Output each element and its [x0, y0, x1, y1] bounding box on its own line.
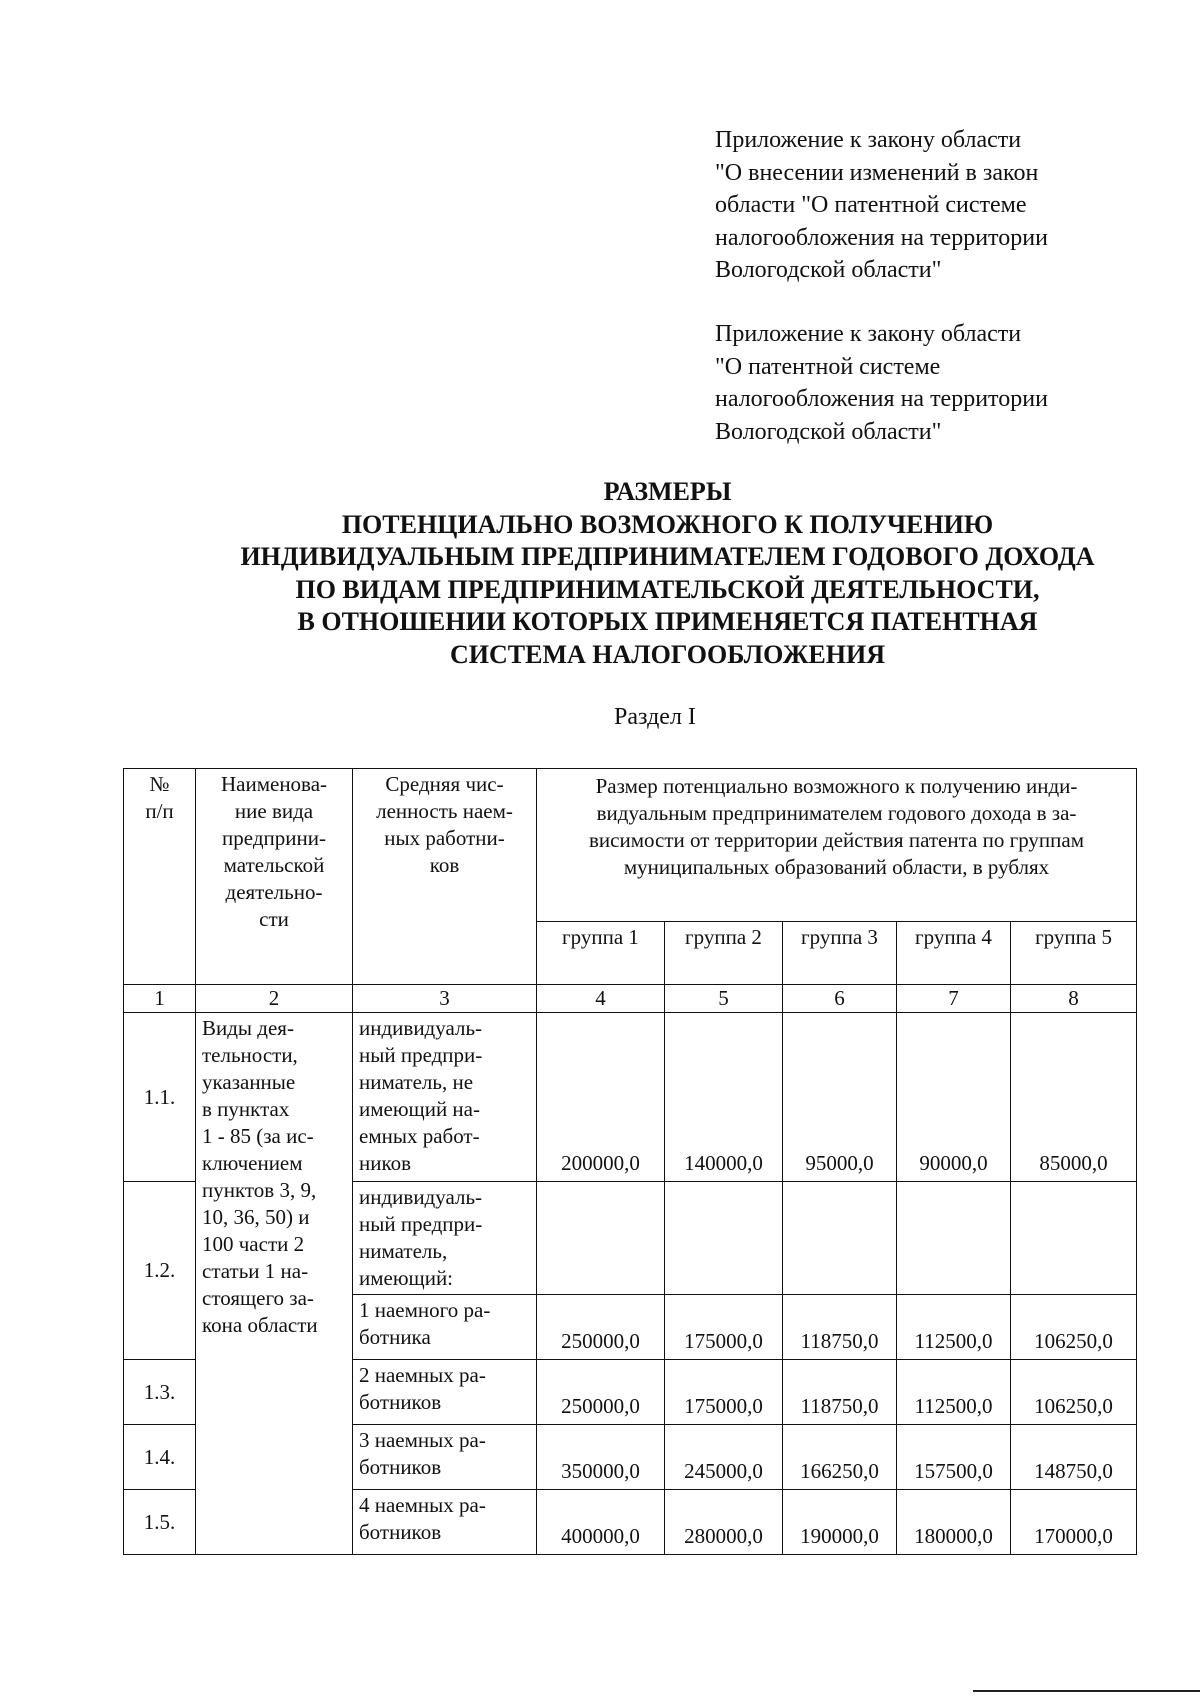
appendix-note-amending-law	[715, 124, 1048, 287]
income-value-group-3: 95000,0	[783, 1013, 897, 1182]
workers-description: индивидуаль- ный предпри- ниматель, имеющий:	[353, 1182, 537, 1295]
column-number: 6	[783, 985, 897, 1013]
appendix-line: Вологодской области"	[715, 418, 942, 445]
appendix-note-patent-law	[715, 318, 1048, 448]
workers-description: 3 наемных ра- ботников	[353, 1425, 537, 1490]
scan-edge-line	[973, 1690, 1200, 1692]
income-value-group-1: 250000,0	[537, 1360, 665, 1425]
row-num: 1.1.	[124, 1013, 196, 1182]
income-value-group-2: 140000,0	[665, 1013, 783, 1182]
row-num: 1.2.	[124, 1182, 196, 1360]
income-value-group-1	[537, 1182, 665, 1295]
title-line: РАЗМЕРЫ	[603, 477, 732, 506]
income-value-group-4: 157500,0	[897, 1425, 1011, 1490]
income-value-group-5	[1011, 1182, 1137, 1295]
income-value-group-1: 200000,0	[537, 1013, 665, 1182]
income-value-group-1: 350000,0	[537, 1425, 665, 1490]
income-table	[123, 768, 1137, 1555]
header-average-workers: Средняя чис- ленность наем- ных работни- ков	[353, 769, 537, 985]
column-number: 4	[537, 985, 665, 1013]
title-line: ИНДИВИДУАЛЬНЫМ ПРЕДПРИНИМАТЕЛЕМ ГОДОВОГО ДОХОДА	[240, 542, 1095, 571]
income-value-group-4: 180000,0	[897, 1490, 1011, 1555]
income-value-group-2: 175000,0	[665, 1295, 783, 1360]
income-value-group-4: 112500,0	[897, 1360, 1011, 1425]
income-value-group-2: 245000,0	[665, 1425, 783, 1490]
workers-description: индивидуаль- ный предпри- ниматель, не имеющий на- емных работ- ников	[353, 1013, 537, 1182]
activity-name: Виды дея- тельности, указанные в пунктах 1 - 85 (за ис- ключением пунктов 3, 9, 10, 36, 50) и 100 части 2 статьи 1 на- стоящего за- кона области	[196, 1013, 353, 1555]
column-number: 3	[353, 985, 537, 1013]
header-group-3: группа 3	[783, 922, 897, 985]
appendix-line: налогообложения на территории	[715, 386, 1048, 412]
income-value-group-5: 148750,0	[1011, 1425, 1137, 1490]
header-group-4: группа 4	[897, 922, 1011, 985]
income-value-group-2: 280000,0	[665, 1490, 783, 1555]
appendix-line: области "О патентной системе	[715, 192, 1027, 218]
title-line: ПОТЕНЦИАЛЬНО ВОЗМОЖНОГО К ПОЛУЧЕНИЮ	[341, 509, 994, 539]
income-value-group-1: 250000,0	[537, 1295, 665, 1360]
income-value-group-1: 400000,0	[537, 1490, 665, 1555]
income-value-group-3: 166250,0	[783, 1425, 897, 1490]
header-group-2: группа 2	[665, 922, 783, 985]
row-num: 1.4.	[124, 1425, 196, 1490]
column-number: 8	[1011, 985, 1137, 1013]
header-activity-name: Наименова- ние вида предприни- мательской деятельно- сти	[196, 769, 353, 985]
appendix-line: Приложение к закону области	[715, 321, 1022, 347]
table-column-numbers-row	[124, 985, 1137, 1013]
income-value-group-3	[783, 1182, 897, 1295]
title-line: В ОТНОШЕНИИ КОТОРЫХ ПРИМЕНЯЕТСЯ ПАТЕНТНАЯ	[297, 607, 1038, 636]
income-value-group-3: 190000,0	[783, 1490, 897, 1555]
table-row	[124, 1013, 1137, 1182]
column-number: 1	[124, 985, 196, 1013]
header-income-size: Размер потенциально возможного к получению инди- видуальным предпринимателем годового дохода в за- висимости от территории действия патента по группам муниципальных образований области, в рублях	[537, 769, 1137, 922]
income-value-group-5: 106250,0	[1011, 1295, 1137, 1360]
income-value-group-4	[897, 1182, 1011, 1295]
section-heading: Раздел I	[614, 704, 696, 730]
appendix-line: "О патентной системе	[715, 353, 941, 380]
income-value-group-2	[665, 1182, 783, 1295]
title-line: СИСТЕМА НАЛОГООБЛОЖЕНИЯ	[450, 639, 885, 669]
income-value-group-4: 90000,0	[897, 1013, 1011, 1182]
document-title	[120, 476, 1200, 671]
appendix-line: Вологодской области"	[715, 257, 942, 283]
header-group-1: группа 1	[537, 922, 665, 985]
appendix-line: Приложение к закону области	[715, 127, 1022, 153]
column-number: 7	[897, 985, 1011, 1013]
header-num: № п/п	[124, 769, 196, 985]
income-value-group-2: 175000,0	[665, 1360, 783, 1425]
income-value-group-5: 170000,0	[1011, 1490, 1137, 1555]
header-group-5: группа 5	[1011, 922, 1137, 985]
title-line: ПО ВИДАМ ПРЕДПРИНИМАТЕЛЬСКОЙ ДЕЯТЕЛЬНОСТИ,	[295, 574, 1040, 604]
appendix-line: налогообложения на территории	[715, 224, 1048, 251]
income-value-group-5: 85000,0	[1011, 1013, 1137, 1182]
column-number: 2	[196, 985, 353, 1013]
income-value-group-4: 112500,0	[897, 1295, 1011, 1360]
column-number: 5	[665, 985, 783, 1013]
workers-description: 1 наемного ра- ботника	[353, 1295, 537, 1360]
row-num: 1.5.	[124, 1490, 196, 1555]
row-num: 1.3.	[124, 1360, 196, 1425]
income-value-group-3: 118750,0	[783, 1360, 897, 1425]
workers-description: 2 наемных ра- ботников	[353, 1360, 537, 1425]
appendix-line: "О внесении изменений в закон	[715, 159, 1039, 186]
income-value-group-3: 118750,0	[783, 1295, 897, 1360]
table-header-row	[124, 769, 1137, 922]
workers-description: 4 наемных ра- ботников	[353, 1490, 537, 1555]
income-value-group-5: 106250,0	[1011, 1360, 1137, 1425]
